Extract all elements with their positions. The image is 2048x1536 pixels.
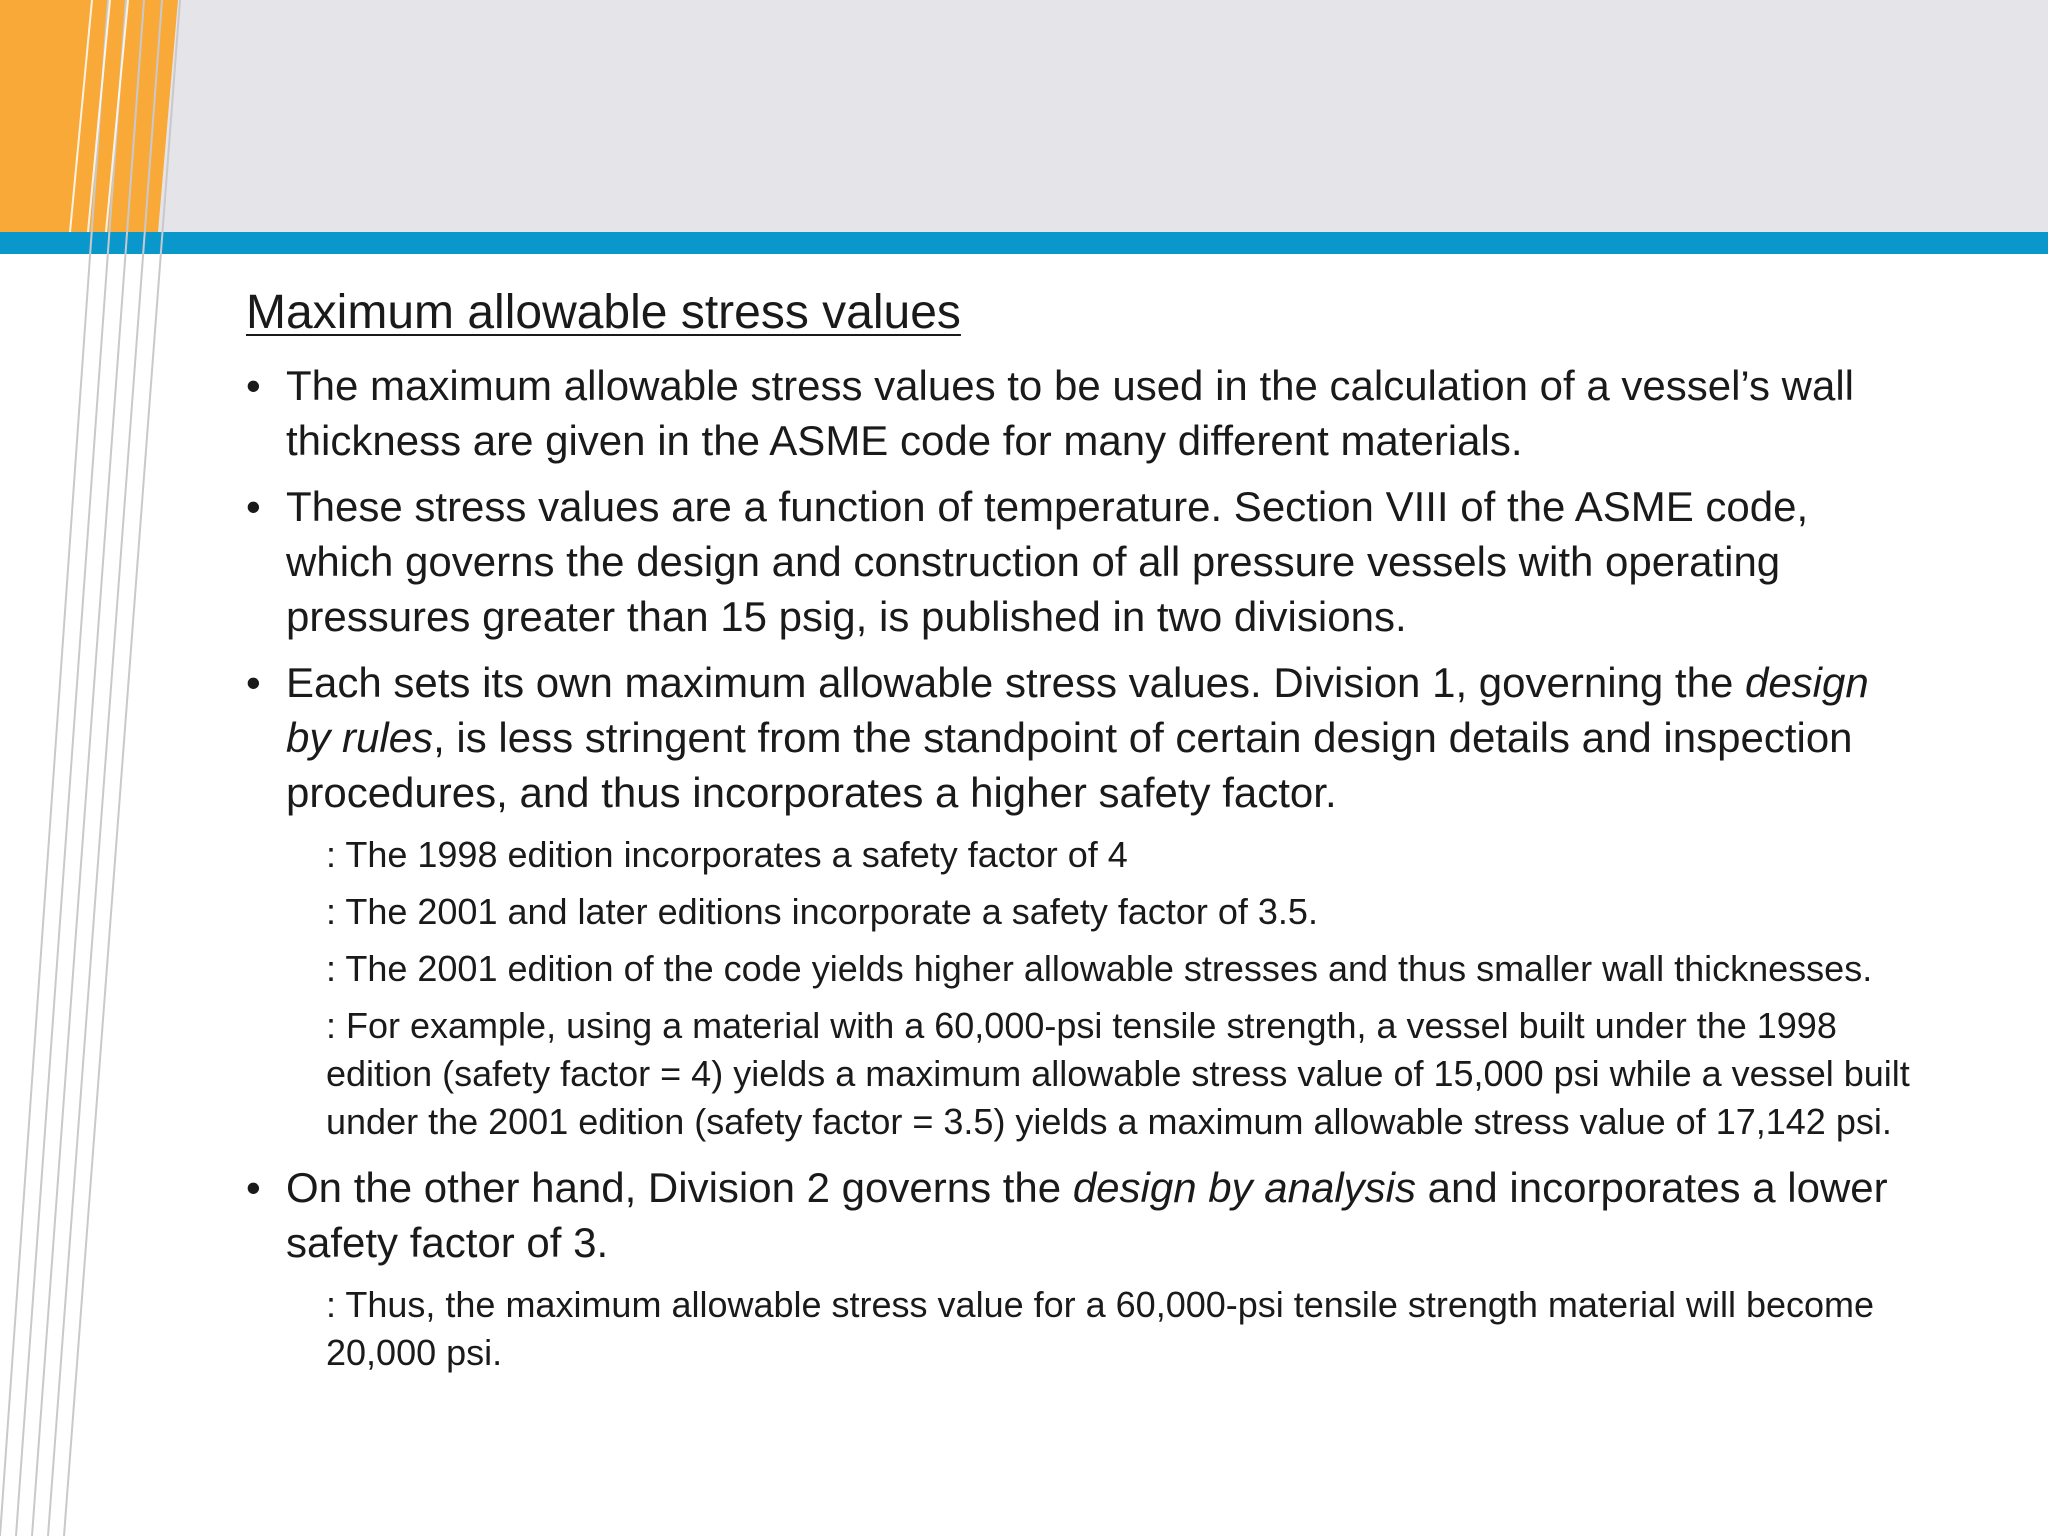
bullet-list [246,358,1906,820]
sub-list [246,831,1910,1146]
bullet-text: and incorporates a lower safety factor of 3. [286,1164,1888,1266]
sub-item: : For example, using a material with a 60,000-psi tensile strength, a vessel built under the 1998 edition (safety factor = 4) yields a maximum allowable stress value of 15,000 psi while a vessel built under the 2001 edition (safety factor = 3.5) yields a maximum allowable stress value of 17,142 psi. [326,1005,1910,1142]
bullet-text: On the other hand, Division 2 governs the [286,1164,1073,1211]
bullet-item [246,1160,1906,1270]
sub-item: : The 2001 and later editions incorporate a safety factor of 3.5. [326,891,1318,932]
bullet-text: The maximum allowable stress values to be used in the calculation of a vessel’s wall thickness are given in the ASME code for many different materials. [286,362,1854,464]
sub-item: : The 1998 edition incorporates a safety factor of 4 [326,834,1128,875]
slide-title: Maximum allowable stress values [246,286,961,339]
header-accent-rule [0,232,2048,254]
bullet-emphasis: design by analysis [1072,1164,1417,1211]
sub-item: : Thus, the maximum allowable stress value for a 60,000-psi tensile strength material will become 20,000 psi. [326,1284,1875,1373]
bullet-item [246,655,1906,820]
bullet-emphasis: design by rules [286,659,1869,761]
sub-item: : The 2001 edition of the code yields higher allowable stresses and thus smaller wall thicknesses. [326,948,1873,989]
bullet-item [246,479,1906,644]
slide-content [246,282,1910,1391]
bullet-text: Each sets its own maximum allowable stress values. Division 1, governing the [286,659,1745,706]
sub-list [246,1281,1906,1377]
bullet-text: , is less stringent from the standpoint of certain design details and inspection procedures, and thus incorporates a higher safety factor. [286,714,1853,816]
header-band [0,0,2048,232]
bullet-text: These stress values are a function of temperature. Section VIII of the ASME code, which governs the design and construction of all pressure vessels with operating pressures greater than 15 psig, is published in two divisions. [286,483,1809,640]
bullet-list [246,1160,1906,1270]
bullet-item [246,358,1906,468]
